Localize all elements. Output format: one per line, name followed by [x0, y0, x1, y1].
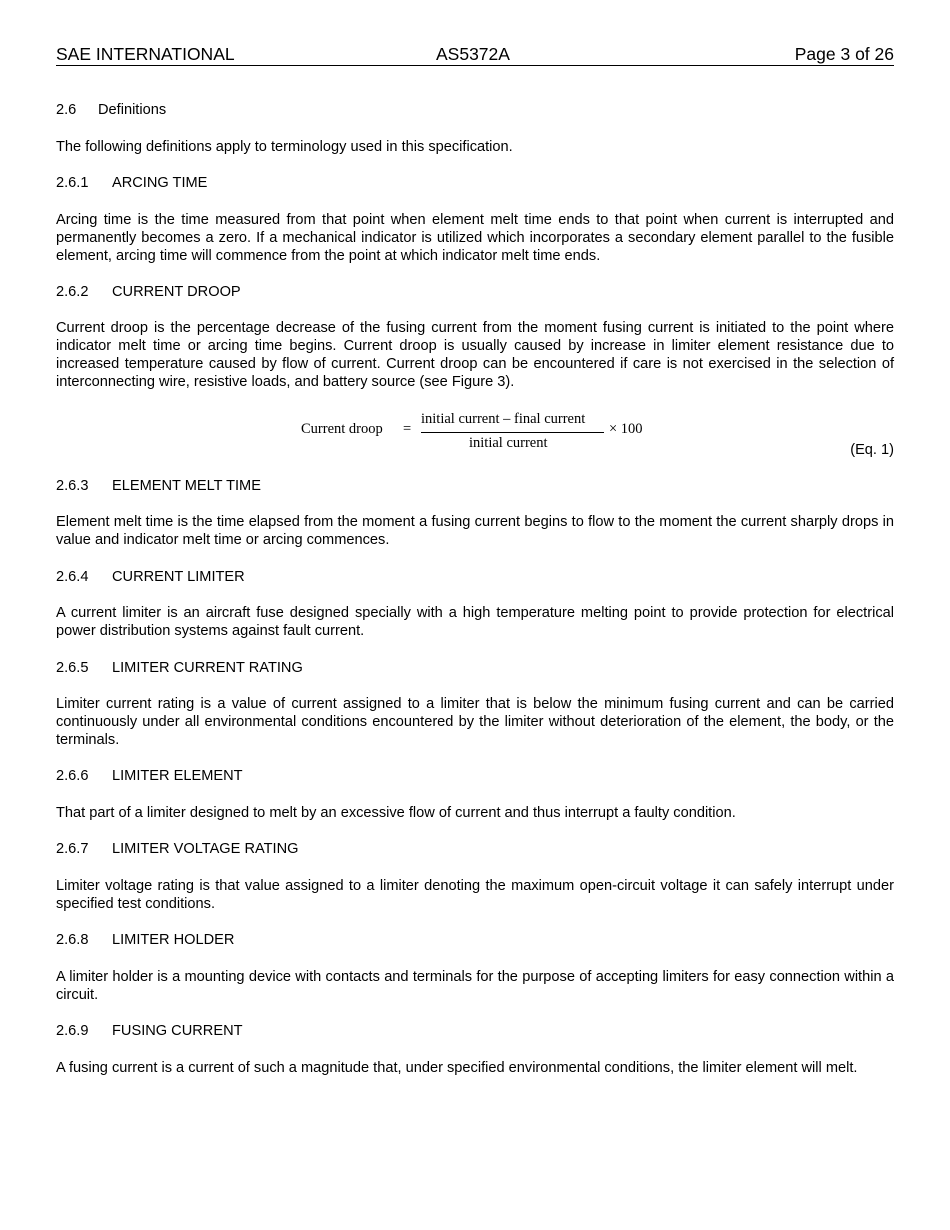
definition-heading	[56, 1022, 894, 1040]
equation-denominator: initial current	[469, 435, 548, 451]
definition-title: ARCING TIME	[112, 175, 208, 191]
definition-title: LIMITER CURRENT RATING	[112, 660, 303, 676]
section-intro: The following definitions apply to terminology used in this specification.	[56, 139, 513, 155]
definition-heading	[56, 283, 894, 301]
definition-heading	[56, 840, 894, 858]
equation-multiplier: × 100	[609, 421, 643, 437]
definition-number: 2.6.4	[56, 569, 89, 585]
definition-heading	[56, 659, 894, 677]
definition-number: 2.6.3	[56, 478, 89, 494]
section-number: 2.6	[56, 102, 77, 118]
definition-number: 2.6.1	[56, 175, 89, 191]
equation-equals: =	[403, 421, 412, 437]
fraction-bar	[421, 432, 604, 433]
definition-text: Arcing time is the time measured from that point when element melt time ends to that point when current is interrupted and permanently becomes a zero. If a mechanical indicator is utilized which incorporates a secondary element parallel to the fusible element, arcing time will commence from the point at which indicator melt time ends.	[56, 212, 894, 264]
definition-text: Current droop is the percentage decrease of the fusing current from the moment fusing current is initiated to the point where indicator melt time or arcing time begins. Current droop is usually caused by increase in limiter element resistance due to increased temperature caused by flow of current. Current droop can be encountered if care is not exercised in the selection of interconnecting wire, resistive loads, and battery source (see Figure 3).	[56, 320, 894, 390]
definition-title: LIMITER HOLDER	[112, 932, 235, 948]
definition-title: LIMITER ELEMENT	[112, 768, 243, 784]
definition-text: Limiter voltage rating is that value assigned to a limiter denoting the maximum open-circuit voltage it can safely interrupt under specified test conditions.	[56, 878, 894, 912]
definition-text: A current limiter is an aircraft fuse designed specially with a high temperature melting point to provide protection for electrical power distribution systems against fault current.	[56, 605, 894, 639]
definition-heading	[56, 477, 894, 495]
definition-heading	[56, 767, 894, 785]
definition-title: LIMITER VOLTAGE RATING	[112, 841, 299, 857]
definition-text: That part of a limiter designed to melt by an excessive flow of current and thus interrupt a faulty condition.	[56, 805, 736, 821]
equation-tag: (Eq. 1)	[850, 442, 894, 458]
definition-heading	[56, 568, 894, 586]
header-doc-id: AS5372A	[436, 44, 510, 64]
definition-text: Limiter current rating is a value of current assigned to a limiter that is below the minimum fusing current and can be carried continuously under all environmental conditions encountered by the limiter without deterioration of the element, the body, or the terminals.	[56, 696, 894, 748]
page-header	[56, 43, 894, 66]
definition-title: FUSING CURRENT	[112, 1023, 243, 1039]
definition-title: ELEMENT MELT TIME	[112, 478, 261, 494]
definition-text: A fusing current is a current of such a magnitude that, under specified environmental conditions, the limiter element will melt.	[56, 1060, 858, 1076]
definition-heading	[56, 174, 894, 192]
definition-number: 2.6.9	[56, 1023, 89, 1039]
definition-number: 2.6.2	[56, 284, 89, 300]
section-title: Definitions	[98, 102, 167, 118]
definition-number: 2.6.5	[56, 660, 89, 676]
definition-number: 2.6.6	[56, 768, 89, 784]
equation-numerator: initial current – final current	[421, 411, 586, 427]
definition-number: 2.6.7	[56, 841, 89, 857]
header-org: SAE INTERNATIONAL	[56, 44, 235, 64]
equation-lhs: Current droop	[301, 421, 383, 437]
section-heading	[56, 101, 894, 119]
definition-text: A limiter holder is a mounting device with contacts and terminals for the purpose of accepting limiters for easy connection within a circuit.	[56, 969, 894, 1003]
definition-text: Element melt time is the time elapsed from the moment a fusing current begins to flow to the moment the current sharply drops in value and indicator melt time or arcing commences.	[56, 514, 894, 548]
header-page-number: Page 3 of 26	[794, 44, 894, 64]
definition-title: CURRENT LIMITER	[112, 569, 245, 585]
definition-number: 2.6.8	[56, 932, 89, 948]
definition-heading	[56, 931, 894, 949]
definition-title: CURRENT DROOP	[112, 284, 241, 300]
